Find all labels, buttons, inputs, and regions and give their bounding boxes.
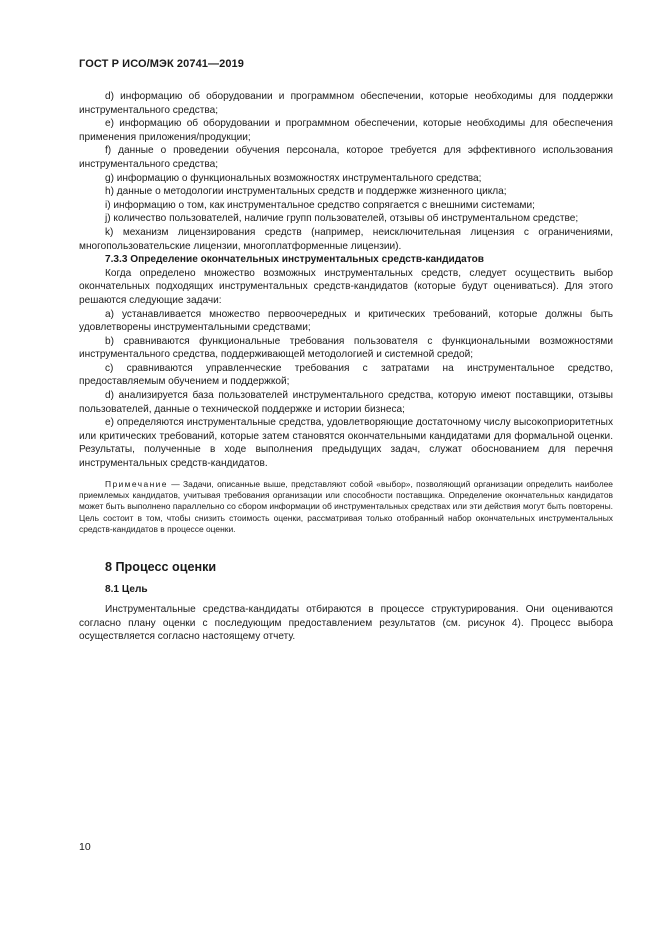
subsection-title-8-1: 8.1 Цель	[105, 584, 148, 596]
list-item-h: h) данные о методологии инструментальных средств и поддержке жизненного цикла;	[105, 186, 507, 198]
list-item-f: f) данные о проведении обучения персонала, которое требуется для эффективного использования инструментального средства;	[79, 145, 613, 170]
list-item-d: d) информацию об оборудовании и программном обеспечении, которые необходимы для поддержки инструментального средства;	[79, 91, 613, 116]
section-8-1-text: Инструментальные средства-кандидаты отбираются в процессе структурирования. Они оцениваются согласно плану оценки с последующим предоставлением результатов (см. рисунок 4). Процесс выбора осуществляется согласно настоящему отчету.	[79, 604, 613, 643]
list-item-j: j) количество пользователей, наличие групп пользователей, отзывы об инструментальном средстве;	[105, 213, 579, 225]
list-item-i: i) информацию о том, как инструментальное средство сопрягается с внешними системами;	[105, 199, 535, 211]
subsection-intro: Когда определено множество возможных инструментальных средств, следует осуществить выбор окончательных подходящих инструментальных средств-кандидатов (которые будут оцениваться). Для этого решаются следующие задачи:	[79, 267, 613, 306]
note-paragraph	[79, 479, 613, 535]
task-item-d: d) анализируется база пользователей инструментального средства, которую имеют поставщики, отзывы пользователей, данные о технической поддержке и истории бизнеса;	[79, 390, 613, 415]
section-title-8: 8 Процесс оценки	[105, 560, 217, 575]
standard-header: ГОСТ Р ИСО/МЭК 20741—2019	[79, 58, 244, 70]
page-number: 10	[79, 841, 91, 853]
document-body	[79, 90, 613, 644]
note-text: — Задачи, описанные выше, представляют собой «выбор», позволяющий организации определить наиболее приемлемых кандидатов, учитывая требования организации или способности поставщика. Определение окончательных кандидатов может быть выполнено параллельно со сбором информации об инструментальных средствах или эти действия могут быть повторены. Цель состоит в том, чтобы снизить стоимость оценки, рассматривая только отобранный набор окончательных инструментальных средств-кандидатов в процессе оценки.	[79, 478, 613, 534]
subsection-title-7-3-3: 7.3.3 Определение окончательных инструментальных средств-кандидатов	[105, 254, 484, 266]
list-item-g: g) информацию о функциональных возможностях инструментального средства;	[105, 172, 482, 184]
task-item-c: c) сравниваются управленческие требования с затратами на инструментальное средство, предоставляемым обучением и поддержкой;	[79, 362, 613, 388]
note-label: Примечание	[105, 478, 168, 489]
task-item-a: a) устанавливается множество первоочередных и критических требований, которые должны быть удовлетворены инструментальными средствами;	[79, 308, 613, 334]
note-block	[79, 479, 613, 535]
list-item-k: k) механизм лицензирования средств (например, неисключительная лицензия с ограничениями, многопользовательские лицензии, многоплатформенные лицензии).	[79, 226, 613, 252]
task-item-e: e) определяются инструментальные средства, удовлетворяющие достаточному числу высокоприоритетных или критических требований, которые затем становятся окончательными кандидатами для формальной оценки. Результаты, полученные в ходе выполнения предыдущих задач, служат обоснованием для перечня инструментальных средств-кандидатов.	[79, 417, 613, 470]
task-item-b: b) сравниваются функциональные требования пользователя с функциональными возможностями инструментального средства, поддерживающей методологией и системной средой;	[79, 335, 613, 361]
list-item-e: e) информацию об оборудовании и программном обеспечении, которые необходимы для обеспечения применения приложения/продукции;	[79, 118, 613, 143]
